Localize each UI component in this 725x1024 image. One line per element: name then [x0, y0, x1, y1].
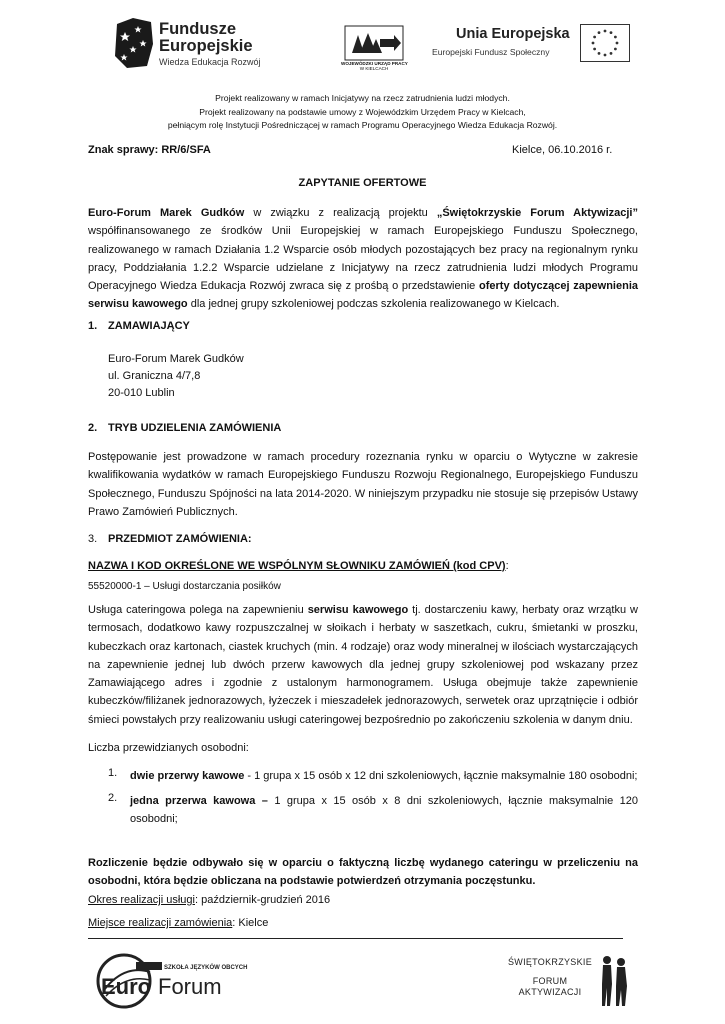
offer-subject: oferty dotyczącej zapewnienia serwisu kawowego [88, 280, 639, 311]
footer-divider [88, 938, 623, 939]
fe-subtitle: Wiedza Edukacja Rozwój [159, 57, 261, 67]
sfa-line: AKTYWIZACJI [518, 987, 582, 997]
swietokrzyskie-forum-logo [505, 952, 635, 1008]
count-label: Liczba przewidzianych osobodni: [88, 742, 249, 754]
sfa-line: ŚWIĘTOKRZYSKIE [507, 957, 593, 967]
eu-star-icon [610, 52, 613, 55]
eu-star-icon [616, 42, 619, 45]
place-date: Kielce, 06.10.2016 r. [512, 144, 613, 156]
project-info-line: pełniącym rolę Instytucji Pośredniczącej w ramach Programu Operacyjnego Wiedza Edukacja Rozwój. [167, 120, 558, 130]
ue-subtitle: Europejski Fundusz Społeczny [432, 47, 550, 57]
period-label: Okres realizacji usługi [88, 894, 195, 906]
list-item [130, 792, 638, 829]
project-info-line: Projekt realizowany na podstawie umowy z Wojewódzkim Urzędem Pracy w Kielcach, [199, 106, 526, 117]
service-description [88, 601, 638, 729]
list-item-number: 1. [108, 767, 118, 779]
list-item-number: 2. [108, 792, 118, 804]
eu-star-icon [593, 36, 596, 39]
intro-text: w związku z realizacją projektu [244, 207, 437, 219]
section-2-text: Postępowanie jest prowadzone w ramach procedury rozeznania rynku w oparciu o Wytyczne w zakresie kwalifikowania wydatków w ramach Europejskiego Funduszu Rozwoju Regionalnego, Europejskiego Funduszu Społecznego, Funduszu Spójności na lata 2014-2020. W niniejszym przypadku nie stosuje się przepisów Ustawy Prawo Zamówień Publicznych. [88, 451, 638, 518]
fundusze-europejskie-logo [113, 16, 283, 72]
period-line [88, 894, 330, 906]
settlement-note: Rozliczenie będzie odbywało się w oparciu o faktyczną liczbę wydanego cateringu w przeliczeniu na osobodni, która będzie obliczana na podstawie potwierdzeń otrzymania poczęstunku. [88, 857, 638, 888]
section-3-number: 3. [88, 533, 98, 545]
euro-forum-emblem-icon [96, 950, 256, 1010]
ef-name-forum: Forum [158, 974, 222, 999]
description-text: tj. dostarczeniu kawy, herbaty oraz wrzątku w termosach, dodatkowo kawy rozpuszczalnej w słoikach i herbaty w saszetkach, cukru, śmietanki w proszku, kubeczkach oraz kartonach, ciastek kruchych (min. 4 rodzaje) oraz wody mineralnej w ilościach wystarczających na zapewnienie jednej lub dwóch przerw kawowych dla jednej grupy szkoleniowej pod wskazany przez Zamawiającego adres i zgodnie z ustalonym harmonogramem. Usługa obejmuje także zapewnienie kubeczków/filiżanek jednorazowych, łyżeczek i mieszadełek jednorazowych, serwetek oraz uprzątnięcie i odbiór śmieci powstałych przy realizowaniu usługi cateringowej bezpośrednio po zakończeniu szkolenia w danym dniu. [88, 604, 638, 726]
address-line: Euro-Forum Marek Gudków [108, 353, 244, 365]
cpv-heading-text: NAZWA I KOD OKREŚLONE WE WSPÓLNYM SŁOWNIKU ZAMÓWIEŃ (kod CPV) [88, 560, 506, 572]
euro-forum-logo [96, 950, 256, 1010]
list-item-text: - 1 grupa x 15 osób x 12 dni szkoleniowych, łącznie maksymalnie 180 osobodni; [244, 770, 638, 782]
project-info-line: Projekt realizowany w ramach Inicjatywy na rzecz zatrudnienia ludzi młodych. [215, 93, 510, 103]
eu-star-icon [593, 48, 596, 51]
description-bold: serwisu kawowego [307, 604, 409, 616]
section-1-number: 1. [88, 320, 98, 332]
cpv-heading [88, 560, 509, 572]
list-item-bold: dwie przerwy kawowe [130, 770, 245, 782]
ue-title: Unia Europejska [456, 26, 570, 42]
project-info [80, 92, 645, 133]
eu-star-icon [604, 30, 607, 33]
list-item-bold: jedna przerwa kawowa – [130, 795, 268, 807]
eu-star-icon [592, 42, 595, 45]
ef-small-text: SZKOŁA JĘZYKÓW OBCYCH [164, 965, 248, 971]
address-line: 20-010 Lublin [108, 387, 175, 399]
location-line [88, 917, 268, 929]
section-3-title: PRZEDMIOT ZAMÓWIENIA: [108, 533, 252, 545]
eu-star-icon [614, 36, 617, 39]
fundusze-europejskie-icon [113, 16, 155, 70]
ef-name-euro: Euro [101, 974, 152, 999]
case-number: Znak sprawy: RR/6/SFA [88, 144, 211, 156]
period-value: : październik-grudzień 2016 [194, 894, 331, 906]
unia-europejska-logo [432, 24, 632, 70]
list-item-text: 1 grupa x 15 osób x 8 dni szkoleniowych, łącznie maksymalnie 120 osobodni; [130, 795, 638, 826]
intro-text: współfinansowanego ze środków Unii Europejskiej w ramach Europejskiego Funduszu Społecznego, realizowanego w ramach Działania 1.2 Wsparcie osób młodych pozostających bez pracy na regionalnym rynku pracy, Poddziałania 1.2.2 Wsparcie udzielane z Inicjatywy na rzecz zatrudnienia ludzi młodych Programu Operacyjnego Wiedza Edukacja Rozwój zwraca się z prośbą o przedstawienie [88, 225, 638, 293]
description-text: Usługa cateringowa polega na zapewnieniu [88, 604, 308, 616]
list-item [130, 767, 638, 785]
cpv-code: 55520000-1 – Usługi dostarczania posiłków [88, 581, 281, 592]
intro-text: dla jednej grupy szkoleniowej podczas szkolenia realizowanego w Kielcach. [187, 298, 560, 311]
fe-title-line1: Fundusze [159, 20, 236, 38]
section-1-title: ZAMAWIAJĄCY [108, 320, 190, 332]
eu-star-icon [610, 31, 613, 34]
wup-city: W KIELCACH [359, 66, 389, 71]
wup-name: WOJEWÓDZKI URZĄD PRACY [341, 61, 408, 66]
eu-flag-icon [580, 24, 630, 62]
address-line: ul. Graniczna 4/7,8 [108, 370, 201, 382]
project-name: „Świętokrzyskie Forum Aktywizacji” [436, 207, 638, 219]
location-value: : Kielce [232, 917, 269, 929]
eu-star-icon [604, 54, 607, 57]
wup-emblem-icon [344, 25, 404, 61]
eu-star-icon [598, 31, 601, 34]
wup-kielce-logo [341, 25, 407, 75]
sfa-line: FORUM [532, 976, 568, 986]
eu-star-icon [614, 48, 617, 51]
cpv-colon: : [505, 560, 509, 572]
company-name: Euro-Forum Marek Gudków [88, 207, 245, 219]
location-label: Miejsce realizacji zamówienia [88, 917, 233, 929]
section-2-number: 2. [88, 422, 98, 434]
fe-title-line2: Europejskie [159, 37, 253, 55]
section-2-title: TRYB UDZIELENIA ZAMÓWIENIA [108, 422, 282, 434]
eu-star-icon [598, 52, 601, 55]
document-title: ZAPYTANIE OFERTOWE [298, 177, 427, 189]
people-silhouette-icon [597, 952, 633, 1008]
intro-paragraph [88, 204, 638, 314]
